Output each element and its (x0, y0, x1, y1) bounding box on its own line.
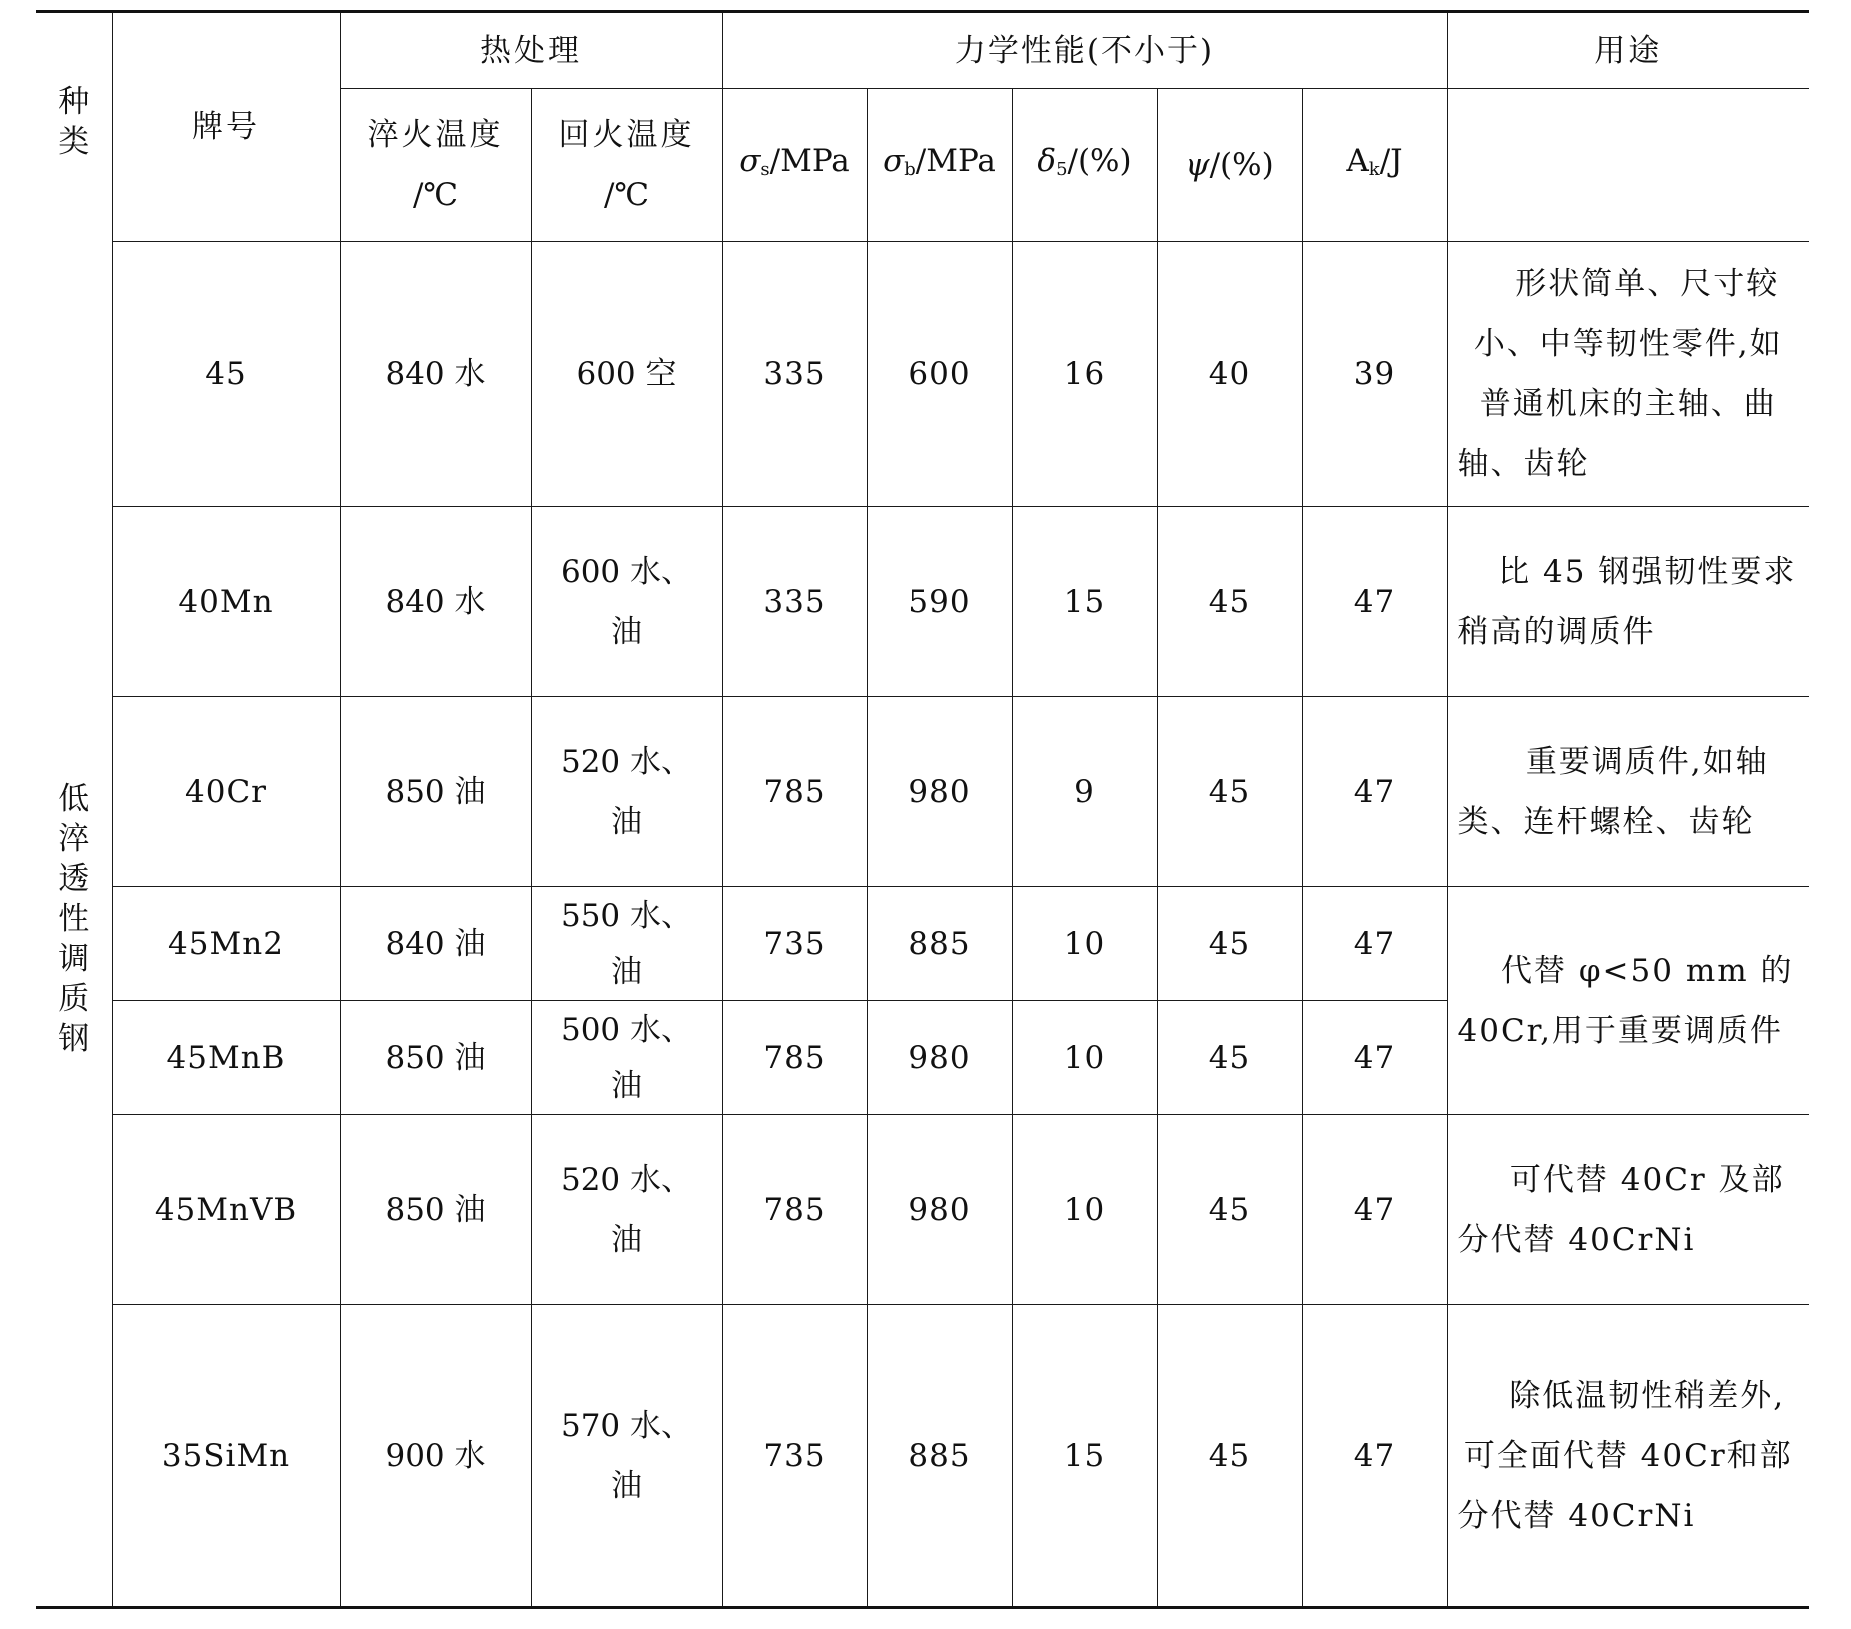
ak-cell: 47 (1302, 887, 1447, 1001)
usage-text: 代替 φ<50 mm 的40Cr,用于重要调质件 (1457, 952, 1794, 1049)
table-row (36, 887, 1809, 1001)
quench-cell: 900 水 (340, 1305, 531, 1608)
temper-cell (531, 1001, 722, 1115)
header-psi (1157, 89, 1302, 242)
psi-cell: 45 (1157, 1001, 1302, 1115)
sigma-b-cell: 600 (867, 242, 1012, 507)
table-row (36, 242, 1809, 507)
grade-cell: 45 (112, 242, 340, 507)
usage-text: 形状简单、尺寸较小、中等韧性零件,如普通机床的主轴、曲轴、齿轮 (1457, 266, 1783, 482)
delta5-symbol: δ (1037, 142, 1057, 179)
sigma-s-symbol: σ (739, 142, 761, 179)
sigma-s-cell: 735 (722, 1305, 867, 1608)
ak-cell: 47 (1302, 1305, 1447, 1608)
sigma-b-cell: 980 (867, 1115, 1012, 1305)
quench-temp-label: 淬火温度 (367, 117, 504, 153)
temper-line2: 油 (611, 953, 642, 990)
grade-cell: 45MnVB (112, 1115, 340, 1305)
psi-symbol: ψ (1185, 147, 1210, 183)
psi-cell: 45 (1157, 887, 1302, 1001)
usage-text: 比 45 钢强韧性要求稍高的调质件 (1457, 553, 1797, 650)
temper-line1: 520 水、 (560, 743, 693, 780)
table-row (36, 1305, 1809, 1608)
temper-cell (531, 1115, 722, 1305)
grade-cell: 45Mn2 (112, 887, 340, 1001)
temper-line2: 油 (611, 613, 642, 650)
usage-cell (1447, 1305, 1809, 1608)
quench-cell: 840 油 (340, 887, 531, 1001)
quench-cell: 850 油 (340, 1001, 531, 1115)
header-ak (1302, 89, 1447, 242)
temper-line2: 油 (611, 1221, 642, 1258)
temper-line1: 500 水、 (560, 1011, 693, 1048)
psi-unit: /(%) (1209, 147, 1274, 183)
category-label: 低淬透性调质钢 (58, 780, 90, 1057)
delta5-cell: 16 (1012, 242, 1157, 507)
temper-line1: 600 水、 (560, 553, 693, 590)
sigma-b-symbol: σ (883, 142, 905, 179)
grade-cell: 40Cr (112, 697, 340, 887)
ak-cell: 47 (1302, 1115, 1447, 1305)
quench-cell: 840 水 (340, 507, 531, 697)
sigma-s-cell: 785 (722, 1115, 867, 1305)
steel-properties-table (36, 10, 1809, 1609)
header-usage-blank (1447, 89, 1809, 242)
delta5-cell: 10 (1012, 1115, 1157, 1305)
sigma-s-cell: 335 (722, 242, 867, 507)
header-delta5 (1012, 89, 1157, 242)
psi-cell: 45 (1157, 1115, 1302, 1305)
sigma-b-cell: 980 (867, 1001, 1012, 1115)
header-sigma-b (867, 89, 1012, 242)
delta5-cell: 9 (1012, 697, 1157, 887)
sigma-s-cell: 735 (722, 887, 867, 1001)
table-row (36, 1115, 1809, 1305)
grade-cell: 45MnB (112, 1001, 340, 1115)
header-category (36, 12, 112, 242)
psi-cell: 45 (1157, 507, 1302, 697)
usage-text: 重要调质件,如轴类、连杆螺栓、齿轮 (1457, 743, 1769, 840)
sigma-b-cell: 980 (867, 697, 1012, 887)
sigma-b-cell: 885 (867, 887, 1012, 1001)
temper-temp-label: 回火温度 (558, 117, 695, 153)
sigma-s-sub: s (760, 158, 770, 180)
ak-cell: 47 (1302, 1001, 1447, 1115)
temper-temp-unit: /℃ (603, 177, 650, 213)
category-cell (36, 242, 112, 1608)
temper-line2: 油 (611, 803, 642, 840)
delta5-sub: 5 (1056, 158, 1068, 180)
sigma-b-cell: 590 (867, 507, 1012, 697)
ak-symbol: A (1346, 142, 1369, 179)
usage-cell (1447, 1115, 1809, 1305)
grade-cell: 35SiMn (112, 1305, 340, 1608)
delta5-cell: 15 (1012, 507, 1157, 697)
header-temper-temp (531, 89, 722, 242)
header-usage: 用途 (1447, 12, 1809, 89)
temper-line2: 油 (611, 1467, 642, 1504)
usage-cell (1447, 887, 1809, 1115)
delta5-cell: 10 (1012, 887, 1157, 1001)
sigma-b-cell: 885 (867, 1305, 1012, 1608)
temper-line1: 600 空 (576, 356, 677, 392)
table-row (36, 697, 1809, 887)
temper-line1: 520 水、 (560, 1161, 693, 1198)
grade-cell: 40Mn (112, 507, 340, 697)
quench-cell: 850 油 (340, 697, 531, 887)
header-category-text: 种类 (58, 84, 90, 161)
ak-cell: 39 (1302, 242, 1447, 507)
temper-line1: 550 水、 (560, 897, 693, 934)
temper-cell (531, 697, 722, 887)
temper-cell (531, 507, 722, 697)
sigma-b-unit: /MPa (915, 142, 996, 179)
ak-unit: /J (1379, 142, 1403, 179)
temper-line1: 570 水、 (560, 1407, 693, 1444)
delta5-cell: 15 (1012, 1305, 1157, 1608)
usage-cell (1447, 242, 1809, 507)
header-grade: 牌号 (112, 12, 340, 242)
temper-cell (531, 242, 722, 507)
quench-cell: 850 油 (340, 1115, 531, 1305)
sigma-s-cell: 785 (722, 1001, 867, 1115)
usage-text: 可代替 40Cr 及部分代替 40CrNi (1457, 1161, 1785, 1258)
table-row (36, 507, 1809, 697)
header-heat-treatment: 热处理 (340, 12, 722, 89)
delta5-cell: 10 (1012, 1001, 1157, 1115)
usage-cell (1447, 507, 1809, 697)
temper-line2: 油 (611, 1067, 642, 1104)
delta5-unit: /(%) (1067, 142, 1132, 179)
header-quench-temp (340, 89, 531, 242)
ak-sub: k (1368, 158, 1380, 180)
usage-text: 除低温韧性稍差外,可全面代替 40Cr和部分代替 40CrNi (1457, 1377, 1793, 1534)
sigma-s-cell: 785 (722, 697, 867, 887)
header-sigma-s (722, 89, 867, 242)
sigma-b-sub: b (904, 158, 916, 180)
usage-cell (1447, 697, 1809, 887)
temper-cell (531, 887, 722, 1001)
quench-temp-unit: /℃ (412, 177, 459, 213)
temper-cell (531, 1305, 722, 1608)
psi-cell: 45 (1157, 697, 1302, 887)
psi-cell: 40 (1157, 242, 1302, 507)
psi-cell: 45 (1157, 1305, 1302, 1608)
sigma-s-unit: /MPa (769, 142, 850, 179)
quench-cell: 840 水 (340, 242, 531, 507)
ak-cell: 47 (1302, 507, 1447, 697)
sigma-s-cell: 335 (722, 507, 867, 697)
ak-cell: 47 (1302, 697, 1447, 887)
header-mechanical: 力学性能(不小于) (722, 12, 1447, 89)
